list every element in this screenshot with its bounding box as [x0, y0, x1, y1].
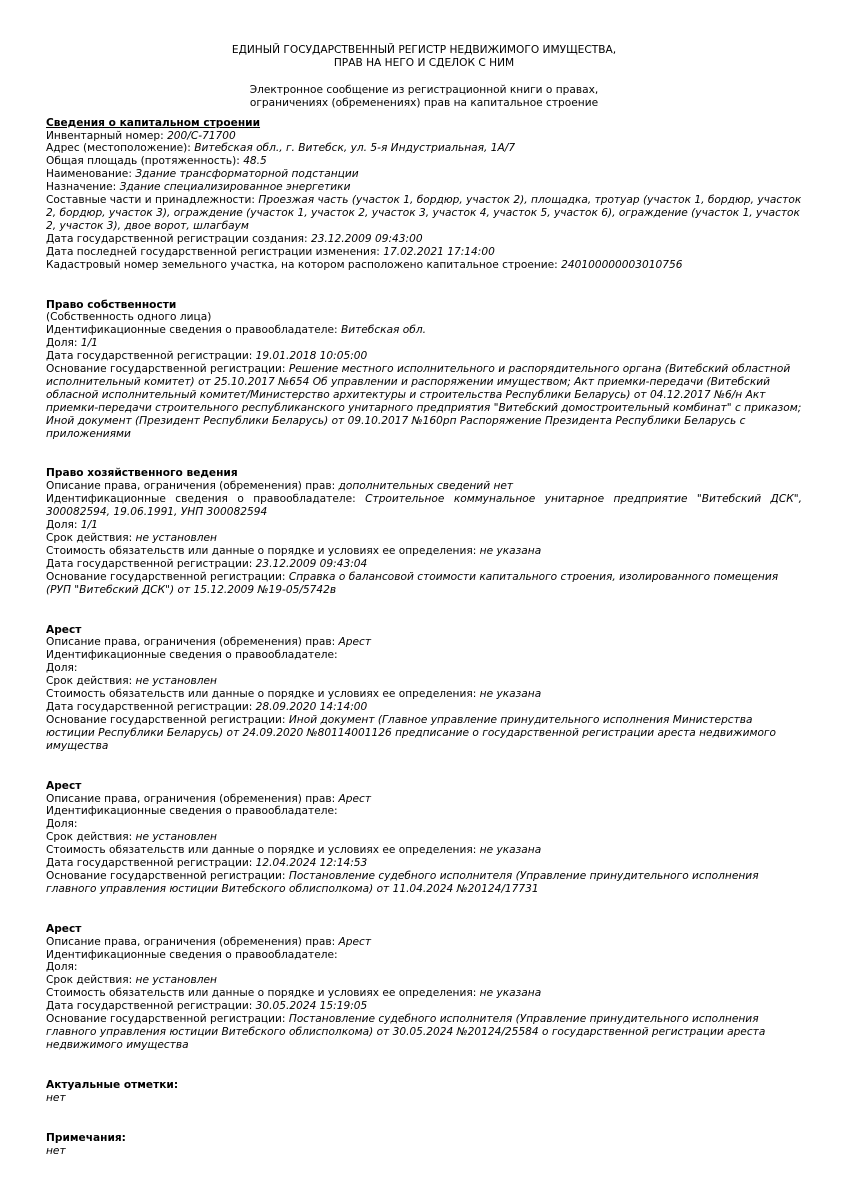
address-label: Адрес (местоположение): — [46, 142, 195, 155]
arrest-basis-value: Постановление судебного исполнителя (Управление принудительного исполнения главного управления юстиции Витебского облисполкома) от 30.05.2024 №20124/25584 о государственной регистрации ареста недвижимого имущества — [46, 1013, 766, 1051]
cadastral-row — [46, 259, 802, 272]
building-section — [46, 117, 802, 272]
economic-holder-value: Строительное коммунальное унитарное предприятие "Витебский ДСК", 300082594, 19.06.1991, УНП 300082594 — [46, 493, 802, 519]
arrest-cost-value: не указана — [479, 688, 542, 701]
cadastral-value: 240100000003010756 — [561, 258, 683, 271]
arrest-term-value: не установлен — [135, 831, 217, 844]
building-section-title: Сведения о капитальном строении — [46, 116, 261, 129]
economic-section — [46, 467, 802, 596]
cadastral-label: Кадастровый номер земельного участка, на котором расположено капитальное строение: — [46, 258, 562, 271]
economic-desc-value: дополнительных сведений нет — [338, 480, 514, 493]
ownership-basis-row — [46, 363, 802, 440]
arrest-section-title: Арест — [46, 623, 82, 636]
arrest-desc-row — [46, 636, 802, 649]
arrest-section-title: Арест — [46, 779, 82, 792]
arrest-share-row: Доля: — [46, 961, 78, 974]
arrest-term-value: не установлен — [135, 974, 217, 987]
ownership-reg-date-label: Дата государственной регистрации: — [46, 350, 256, 363]
economic-basis-value: Справка о балансовой стоимости капитального строения, изолированного помещения (РУП "Витебский ДСК") от 15.12.2009 №19-05/5742в — [46, 570, 779, 596]
arrest-term-row — [46, 831, 802, 844]
ownership-section-title: Право собственности — [46, 298, 177, 311]
arrest-reg-date-value: 12.04.2024 12:14:53 — [255, 857, 368, 870]
message-subtitle-line-2: ограничениях (обременениях) прав на капитальное строение — [249, 96, 599, 109]
ownership-basis-label: Основание государственной регистрации: — [46, 363, 289, 376]
arrest-section — [46, 780, 802, 896]
purpose-value: Здание специализированное энергетики — [119, 181, 351, 194]
arrest-cost-label: Стоимость обязательств или данные о порядке и условиях ее определения: — [46, 688, 480, 701]
arrest-reg-date-row — [46, 701, 802, 714]
arrest-desc-label: Описание права, ограничения (обременения) прав: — [46, 636, 339, 649]
arrest-term-row — [46, 675, 802, 688]
economic-cost-value: не указана — [479, 544, 542, 557]
arrest-term-row — [46, 974, 802, 987]
arrest-basis-label: Основание государственной регистрации: — [46, 713, 289, 726]
message-subtitle — [46, 84, 802, 110]
arrest-basis-label: Основание государственной регистрации: — [46, 869, 289, 882]
economic-reg-date-row — [46, 558, 802, 571]
message-subtitle-line-1: Электронное сообщение из регистрационной книги о правах, — [249, 83, 599, 96]
economic-reg-date-label: Дата государственной регистрации: — [46, 557, 256, 570]
purpose-row — [46, 181, 802, 194]
economic-desc-row — [46, 480, 802, 493]
economic-holder-row — [46, 493, 802, 519]
ownership-share-row — [46, 337, 802, 350]
parts-row — [46, 194, 802, 233]
arrest-basis-row — [46, 1013, 802, 1052]
arrest-holder-row: Идентификационные сведения о правообладателе: — [46, 948, 338, 961]
arrest-term-label: Срок действия: — [46, 675, 136, 688]
arrest-term-value: не установлен — [135, 675, 217, 688]
register-title-line-1: ЕДИНЫЙ ГОСУДАРСТВЕННЫЙ РЕГИСТР НЕДВИЖИМОГО ИМУЩЕСТВА, — [231, 44, 617, 56]
parts-value: Проезжая часть (участок 1, бордюр, участок 2), площадка, тротуар (участок 1, бордюр, участок 2, бордюр, участок 3), ограждение (участок 1, участок 2, участок 3, участок 4, участок 5, участок 6), ограждение (участок 1, участок 2, участок 3), двое ворот, шлагбаум — [46, 194, 802, 232]
arrest-section-title: Арест — [46, 922, 82, 935]
arrest-reg-date-value: 28.09.2020 14:14:00 — [255, 700, 368, 713]
name-row — [46, 168, 802, 181]
arrest-basis-row — [46, 870, 802, 896]
arrest-desc-row — [46, 793, 802, 806]
ownership-section — [46, 299, 802, 441]
arrest-cost-value: не указана — [479, 844, 542, 857]
arrest-desc-row — [46, 936, 802, 949]
arrest-term-label: Срок действия: — [46, 974, 136, 987]
economic-share-row — [46, 519, 802, 532]
economic-term-row — [46, 532, 802, 545]
arrest-term-label: Срок действия: — [46, 831, 136, 844]
ownership-holder-row — [46, 324, 802, 337]
arrest-share-row: Доля: — [46, 662, 78, 675]
economic-share-label: Доля: — [46, 519, 81, 532]
arrest-cost-label: Стоимость обязательств или данные о порядке и условиях ее определения: — [46, 987, 480, 1000]
arrest-reg-date-row — [46, 1000, 802, 1013]
arrest-desc-label: Описание права, ограничения (обременения) прав: — [46, 935, 339, 948]
name-value: Здание трансформаторной подстанции — [135, 168, 359, 181]
economic-holder-label: Идентификационные сведения о правообладателе: — [46, 493, 366, 506]
arrest-holder-row: Идентификационные сведения о правообладателе: — [46, 805, 338, 818]
reg-created-value: 23.12.2009 09:43:00 — [310, 232, 423, 245]
economic-cost-label: Стоимость обязательств или данные о порядке и условиях ее определения: — [46, 544, 480, 557]
arrest-cost-label: Стоимость обязательств или данные о порядке и условиях ее определения: — [46, 844, 480, 857]
inventory-number-row — [46, 130, 802, 143]
address-row — [46, 142, 802, 155]
reg-created-row — [46, 233, 802, 246]
arrest-reg-date-row — [46, 857, 802, 870]
arrest-desc-value: Арест — [338, 935, 372, 948]
arrest-desc-value: Арест — [338, 792, 372, 805]
ownership-reg-date-value: 19.01.2018 10:05:00 — [255, 350, 368, 363]
economic-basis-row — [46, 571, 802, 597]
arrest-holder-row: Идентификационные сведения о правообладателе: — [46, 649, 338, 662]
document-page — [46, 44, 802, 1184]
arrest-cost-row — [46, 688, 802, 701]
notes-section — [46, 1132, 802, 1158]
economic-section-title: Право хозяйственного ведения — [46, 467, 238, 480]
ownership-reg-date-row — [46, 350, 802, 363]
arrest-desc-label: Описание права, ограничения (обременения) прав: — [46, 792, 339, 805]
arrest-cost-value: не указана — [479, 987, 542, 1000]
reg-changed-value: 17.02.2021 17:14:00 — [383, 245, 495, 258]
arrest-reg-date-label: Дата государственной регистрации: — [46, 1000, 256, 1013]
area-label: Общая площадь (протяженность): — [46, 155, 244, 168]
actual-marks-value: нет — [46, 1091, 66, 1104]
economic-share-value: 1/1 — [80, 519, 98, 532]
ownership-share-label: Доля: — [46, 337, 81, 350]
reg-changed-row — [46, 246, 802, 259]
notes-title: Примечания: — [46, 1131, 126, 1144]
purpose-label: Назначение: — [46, 181, 120, 194]
name-label: Наименование: — [46, 168, 136, 181]
economic-desc-label: Описание права, ограничения (обременения) прав: — [46, 480, 339, 493]
area-value: 48.5 — [243, 155, 267, 168]
reg-created-label: Дата государственной регистрации создания: — [46, 232, 311, 245]
economic-term-value: не установлен — [135, 532, 217, 544]
register-title-line-2: ПРАВ НА НЕГО И СДЕЛОК С НИМ — [333, 56, 515, 69]
arrest-reg-date-label: Дата государственной регистрации: — [46, 700, 256, 713]
arrest-cost-row — [46, 844, 802, 857]
ownership-basis-value: Решение местного исполнительного и распорядительного органа (Витебский областной исполнительный комитет) от 25.10.2017 №654 Об управлении и распоряжении имуществом; Акт приемки-передачи (Витебский обласной исполнительный комитет/Министерство архитектуры и строительства Республики Беларусь) от 04.12.2017 №6/н Акт приемки-передачи строительного республиканского унитарного предприятия "Витебский домостроительный комбинат" с приказом; Иной документ (Президент Республики Беларусь) от 09.10.2017 №160рп Распоряжение Президента Республики Беларусь с приложениями — [46, 363, 802, 440]
economic-reg-date-value: 23.12.2009 09:43:04 — [255, 557, 368, 570]
arrest-basis-value: Иной документ (Главное управление принудительного исполнения Министерства юстиции Республики Беларусь) от 24.09.2020 №80114001126 предписание о государственной регистрации ареста недвижимого имущества — [46, 713, 776, 752]
ownership-holder-label: Идентификационные сведения о правообладателе: — [46, 324, 341, 337]
arrest-basis-label: Основание государственной регистрации: — [46, 1013, 289, 1026]
inventory-number-value: 200/C-71700 — [167, 129, 236, 142]
arrest-section — [46, 624, 802, 753]
area-row — [46, 155, 802, 168]
economic-cost-row — [46, 545, 802, 558]
ownership-holder-value: Витебская обл. — [340, 324, 426, 337]
arrest-basis-row — [46, 714, 802, 753]
ownership-share-value: 1/1 — [80, 337, 98, 350]
inventory-number-label: Инвентарный номер: — [46, 129, 168, 142]
arrest-section — [46, 923, 802, 1052]
parts-label: Составные части и принадлежности: — [46, 194, 259, 207]
ownership-kind: (Собственность одного лица) — [46, 311, 212, 324]
arrest-share-row: Доля: — [46, 818, 78, 831]
arrest-reg-date-value: 30.05.2024 15:19:05 — [255, 1000, 368, 1013]
arrest-desc-value: Арест — [338, 636, 372, 649]
economic-term-label: Срок действия: — [46, 532, 136, 544]
arrest-basis-value: Постановление судебного исполнителя (Управление принудительного исполнения главного управления юстиции Витебского облисполкома) от 11.04.2024 №20124/17731 — [46, 869, 759, 895]
actual-marks-section — [46, 1079, 802, 1105]
economic-basis-label: Основание государственной регистрации: — [46, 570, 289, 583]
arrest-cost-row — [46, 987, 802, 1000]
arrest-reg-date-label: Дата государственной регистрации: — [46, 857, 256, 870]
address-value: Витебская обл., г. Витебск, ул. 5-я Индустриальная, 1А/7 — [194, 142, 516, 155]
notes-value: нет — [46, 1144, 66, 1157]
register-title — [46, 44, 802, 70]
reg-changed-label: Дата последней государственной регистрации изменения: — [46, 245, 384, 258]
actual-marks-title: Актуальные отметки: — [46, 1078, 179, 1091]
